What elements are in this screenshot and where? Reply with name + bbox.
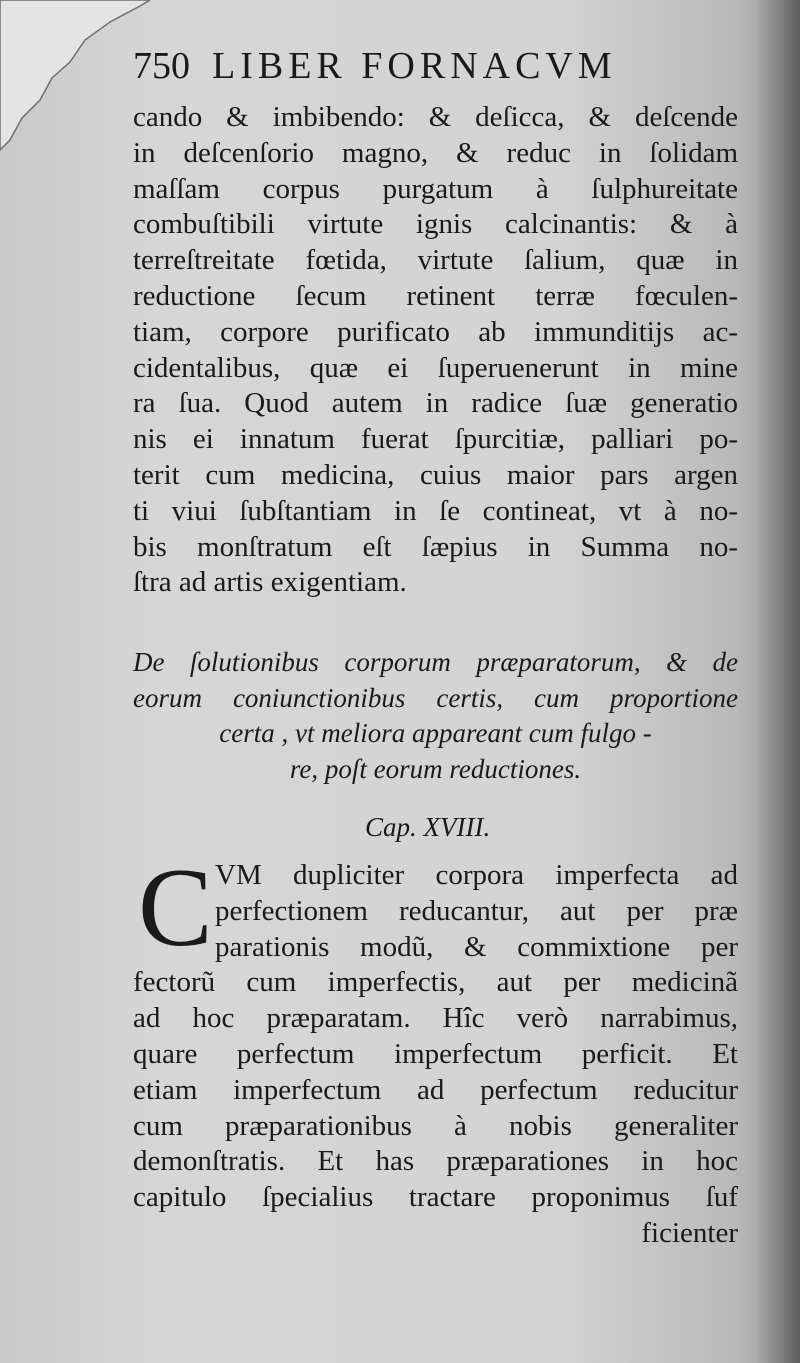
text-line: tiam, corpore purificato ab immunditijs ac- <box>133 315 738 348</box>
heading-line: re, poſt eorum reductiones. <box>289 753 582 784</box>
text-line: cum præparationibus à nobis generaliter <box>133 1109 738 1142</box>
running-head <box>133 44 733 92</box>
text-line: etiam imperfectum ad perfectum reducitur <box>133 1073 738 1106</box>
heading-line: eorum coniunctionibus certis, cum proportione <box>133 682 738 713</box>
text-line: maſſam corpus purgatum à ſulphureitate <box>133 172 738 205</box>
binding-gutter <box>756 0 800 1363</box>
text-line: demonſtratis. Et has præparationes in hoc <box>133 1145 738 1178</box>
catchword: ficienter <box>641 1216 738 1249</box>
text-line: cando & imbibendo: & deſicca, & deſcende <box>133 101 738 133</box>
page-number: 750 <box>133 45 190 87</box>
text-line: ti viui ſubſtantiam in ſe contineat, vt à no- <box>133 494 738 527</box>
text-line: nis ei innatum fuerat ſpurcitiæ, palliari po- <box>133 423 738 456</box>
text-line: bis monſtratum eſt ſæpius in Summa no- <box>133 530 738 563</box>
text-line: quare perfectum imperfectum perficit. Et <box>133 1037 738 1070</box>
chapter-number: Cap. XVIII. <box>365 812 491 842</box>
text-line: cidentalibus, quæ ei ſuperuenerunt in mine <box>133 351 738 384</box>
chapter-heading <box>133 645 738 787</box>
torn-corner <box>0 0 150 160</box>
text-line: reductione ſecum retinent terræ fœculen- <box>133 279 738 312</box>
text-line: in deſcenſorio magno, & reduc in ſolidam <box>133 136 738 169</box>
text-line: terit cum medicina, cuius maior pars argen <box>133 458 738 491</box>
text-line: ſtra ad artis exigentiam. <box>133 566 407 599</box>
drop-cap: C <box>138 846 213 970</box>
text-line: fectorũ cum imperfectis, aut per medicinã <box>133 966 738 999</box>
body-text-chapter <box>133 858 738 1252</box>
heading-line: certa , vt meliora appareant cum fulgo - <box>219 718 652 748</box>
book-title: LIBER FORNACVM <box>212 45 617 87</box>
text-line: parationis modũ, & commixtione per <box>215 930 738 963</box>
text-line: capitulo ſpecialius tractare proponimus ſuf <box>133 1181 738 1214</box>
text-line: perfectionem reducantur, aut per præ <box>215 894 738 927</box>
text-line: ad hoc præparatam. Hîc verò narrabimus, <box>133 1002 738 1035</box>
body-text-top <box>133 100 738 601</box>
heading-line: De ſolutionibus corporum præparatorum, & de <box>133 647 738 677</box>
text-line: ra ſua. Quod autem in radice ſuæ generatio <box>133 387 738 420</box>
text-line: VM dupliciter corpora imperfecta ad <box>215 859 738 891</box>
text-line: terreſtreitate fœtida, virtute ſalium, quæ in <box>133 244 738 277</box>
text-line: combuſtibili virtute ignis calcinantis: & à <box>133 208 738 241</box>
